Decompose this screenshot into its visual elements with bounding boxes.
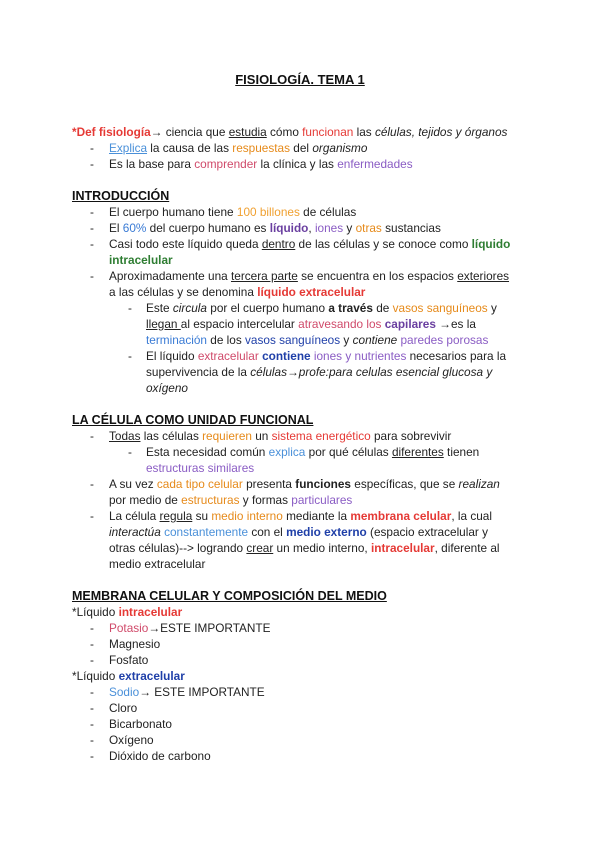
text: Esta necesidad común bbox=[146, 445, 269, 459]
def-line bbox=[72, 124, 507, 140]
arrow: → bbox=[150, 125, 163, 139]
text: un medio interno, bbox=[273, 541, 371, 555]
text: terminación bbox=[146, 333, 207, 347]
intro-line-4b bbox=[109, 284, 365, 300]
text: El bbox=[109, 221, 123, 235]
text: células, tejidos y órganos bbox=[374, 125, 508, 139]
bullet: - bbox=[90, 205, 94, 219]
cell-line-3c bbox=[109, 540, 500, 556]
text: funcionan bbox=[302, 125, 354, 139]
text: se encuentra en los espacios bbox=[297, 269, 458, 283]
text: requieren bbox=[202, 429, 252, 443]
text: llegan bbox=[146, 317, 181, 331]
text: células→profe:para celulas esencial glucosa y bbox=[250, 365, 493, 379]
text: necesarios para la bbox=[406, 349, 507, 363]
text: iones y nutrientes bbox=[313, 349, 407, 363]
text: 60% bbox=[122, 221, 147, 235]
text: estudia bbox=[228, 125, 267, 139]
def-sub-2 bbox=[109, 156, 413, 172]
extra-item: Cloro bbox=[109, 701, 138, 715]
text: , diferente al bbox=[434, 541, 500, 555]
text: paredes porosas bbox=[400, 333, 489, 347]
intro-line-4 bbox=[109, 268, 509, 284]
text: iones bbox=[314, 221, 344, 235]
text: comprender bbox=[194, 157, 258, 171]
cell-line-2b bbox=[109, 492, 352, 508]
text: de los bbox=[206, 333, 246, 347]
intra-item bbox=[109, 620, 271, 636]
text: a través bbox=[328, 301, 373, 315]
text: , bbox=[308, 221, 315, 235]
cell-sub-1 bbox=[146, 444, 479, 460]
text: capilares bbox=[384, 317, 436, 331]
text: interactúa bbox=[109, 525, 161, 539]
text: Potasio bbox=[109, 621, 149, 635]
text: tienen bbox=[443, 445, 480, 459]
text: →es la bbox=[435, 317, 476, 331]
text: particulares bbox=[291, 493, 353, 507]
extra-label bbox=[72, 668, 185, 684]
bullet: - bbox=[90, 221, 94, 235]
text: vasos sanguíneos bbox=[392, 301, 488, 315]
text: otras bbox=[355, 221, 382, 235]
intra-item: Fosfato bbox=[109, 653, 149, 667]
text: La célula bbox=[109, 509, 160, 523]
text: un bbox=[251, 429, 272, 443]
intra-label bbox=[72, 604, 182, 620]
text: y bbox=[343, 221, 356, 235]
extra-item bbox=[109, 684, 265, 700]
text: a las células y se denomina bbox=[109, 285, 258, 299]
text: intracelular bbox=[118, 605, 183, 619]
text: ciencia que bbox=[162, 125, 229, 139]
text: y formas bbox=[239, 493, 292, 507]
bullet: - bbox=[90, 269, 94, 283]
text: por el cuerpo humano bbox=[206, 301, 329, 315]
text: El cuerpo humano tiene bbox=[109, 205, 237, 219]
text: otras células)--> logrando bbox=[109, 541, 247, 555]
text: específicas, que se bbox=[350, 477, 459, 491]
cell-line-2 bbox=[109, 476, 500, 492]
text: la causa de las bbox=[147, 141, 233, 155]
intro-line-2 bbox=[109, 220, 441, 236]
text: exteriores bbox=[457, 269, 510, 283]
text: líquido bbox=[471, 237, 511, 251]
text: vasos sanguíneos bbox=[245, 333, 341, 347]
bullet: - bbox=[90, 157, 94, 171]
text: estructuras bbox=[181, 493, 240, 507]
intro-sub-1c bbox=[146, 332, 488, 348]
text: para sobrevivir bbox=[370, 429, 452, 443]
text: y bbox=[340, 333, 353, 347]
text: contiene bbox=[262, 349, 311, 363]
text: respuestas bbox=[232, 141, 291, 155]
text: extracelular bbox=[118, 669, 185, 683]
bullet: - bbox=[90, 701, 94, 715]
text: , la cual bbox=[451, 509, 492, 523]
text: dentro bbox=[261, 237, 296, 251]
intro-heading: INTRODUCCIÓN bbox=[72, 189, 170, 203]
intro-line-1 bbox=[109, 204, 356, 220]
text: Aproximadamente una bbox=[109, 269, 231, 283]
text: de células bbox=[299, 205, 357, 219]
text: circula bbox=[172, 301, 207, 315]
text: al espacio intercelular bbox=[180, 317, 299, 331]
text: *Líquido bbox=[72, 605, 119, 619]
text: intracelular bbox=[370, 541, 435, 555]
bullet: - bbox=[128, 349, 132, 363]
text: El líquido bbox=[146, 349, 198, 363]
intro-sub-2b bbox=[146, 364, 492, 380]
text: funciones bbox=[295, 477, 351, 491]
text: Este bbox=[146, 301, 173, 315]
text: organismo bbox=[312, 141, 368, 155]
text: Es la base para bbox=[109, 157, 195, 171]
intro-line-3 bbox=[109, 236, 510, 252]
text: realizan bbox=[458, 477, 500, 491]
page-title: FISIOLOGÍA. TEMA 1 bbox=[235, 72, 365, 87]
text: cómo bbox=[266, 125, 303, 139]
cell-line-3b bbox=[109, 524, 488, 540]
bullet: - bbox=[128, 445, 132, 459]
text: →ESTE IMPORTANTE bbox=[148, 621, 271, 635]
cell-sub-1b: estructuras similares bbox=[146, 461, 255, 475]
cell-line-3 bbox=[109, 508, 492, 524]
text: Sodio bbox=[109, 685, 140, 699]
bullet: - bbox=[90, 637, 94, 651]
membrane-heading: MEMBRANA CELULAR Y COMPOSICIÓN DEL MEDIO bbox=[72, 589, 387, 603]
bullet: - bbox=[90, 477, 94, 491]
text: constantemente bbox=[164, 525, 249, 539]
text: su bbox=[192, 509, 212, 523]
text: Casi todo este líquido queda bbox=[109, 237, 262, 251]
text: con el bbox=[248, 525, 287, 539]
extra-item: Dióxido de carbono bbox=[109, 749, 211, 763]
text: explica bbox=[268, 445, 306, 459]
def-label: *Def fisiología bbox=[72, 125, 151, 139]
text: Explica bbox=[109, 141, 148, 155]
text: extracelular bbox=[197, 349, 259, 363]
text: medio interno bbox=[211, 509, 283, 523]
text: de bbox=[372, 301, 393, 315]
text: por medio de bbox=[109, 493, 182, 507]
intro-sub-1 bbox=[146, 300, 497, 316]
cell-line-1 bbox=[109, 428, 451, 444]
text: sistema energético bbox=[271, 429, 371, 443]
bullet: - bbox=[90, 509, 94, 523]
extra-item: Oxígeno bbox=[109, 733, 154, 747]
text: regula bbox=[159, 509, 193, 523]
text: (espacio extracelular y bbox=[366, 525, 489, 539]
text: y bbox=[487, 301, 497, 315]
intra-item: Magnesio bbox=[109, 637, 161, 651]
bullet: - bbox=[90, 653, 94, 667]
bullet: - bbox=[90, 141, 94, 155]
text: líquido extracelular bbox=[257, 285, 366, 299]
text: mediante la bbox=[282, 509, 351, 523]
intro-sub-1b bbox=[146, 316, 476, 332]
intro-sub-2c: oxígeno bbox=[146, 381, 188, 395]
text: líquido bbox=[269, 221, 309, 235]
intro-line-3b: intracelular bbox=[109, 253, 173, 267]
bullet: - bbox=[128, 301, 132, 315]
cell-heading: LA CÉLULA COMO UNIDAD FUNCIONAL bbox=[72, 413, 314, 427]
text: diferentes bbox=[391, 445, 444, 459]
text: contiene bbox=[352, 333, 398, 347]
text: cada tipo celular bbox=[156, 477, 243, 491]
text: crear bbox=[246, 541, 274, 555]
text: → ESTE IMPORTANTE bbox=[139, 685, 265, 699]
bullet: - bbox=[90, 621, 94, 635]
text: por qué células bbox=[305, 445, 392, 459]
text: medio externo bbox=[286, 525, 367, 539]
text: membrana celular bbox=[350, 509, 452, 523]
text: de las células y se conoce como bbox=[295, 237, 472, 251]
bullet: - bbox=[90, 749, 94, 763]
text: presenta bbox=[242, 477, 296, 491]
bullet: - bbox=[90, 429, 94, 443]
text: enfermedades bbox=[337, 157, 413, 171]
text: la clínica y las bbox=[257, 157, 338, 171]
text: atravesando los bbox=[298, 317, 385, 331]
text: Todas bbox=[109, 429, 141, 443]
bullet: - bbox=[90, 733, 94, 747]
bullet: - bbox=[90, 717, 94, 731]
text: supervivencia de la bbox=[146, 365, 251, 379]
text: 100 billones bbox=[236, 205, 300, 219]
cell-line-3d: medio extracelular bbox=[109, 557, 206, 571]
text: sustancias bbox=[381, 221, 441, 235]
text: las bbox=[353, 125, 375, 139]
intro-sub-2 bbox=[146, 348, 506, 364]
text: tercera parte bbox=[230, 269, 298, 283]
bullet: - bbox=[90, 685, 94, 699]
text: del cuerpo humano es bbox=[146, 221, 270, 235]
def-sub-1 bbox=[109, 140, 367, 156]
extra-item: Bicarbonato bbox=[109, 717, 172, 731]
text: las células bbox=[140, 429, 203, 443]
text: A su vez bbox=[109, 477, 157, 491]
text: *Líquido bbox=[72, 669, 119, 683]
text: del bbox=[290, 141, 313, 155]
bullet: - bbox=[90, 237, 94, 251]
